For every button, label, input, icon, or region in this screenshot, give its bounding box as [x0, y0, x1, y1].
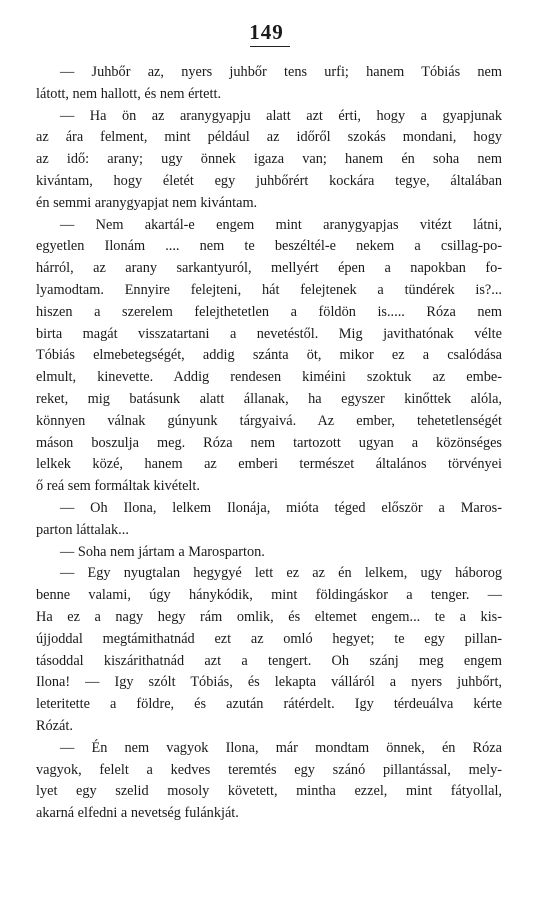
- text-line: kivántam, hogy életét egy juhbőrért kockára tegye, általában: [36, 172, 502, 189]
- text-line: lyet egy szelid mosoly követett, mintha ezzel, mint fátyollal,: [36, 783, 502, 800]
- text-line: látott, nem hallott, és nem értett.: [36, 85, 222, 102]
- text-line: máson boszulja meg. Róza nem tartozott ugyan a közönséges: [36, 434, 502, 451]
- text-line: lelkek közé, hanem az emberi természet általános törvényei: [36, 456, 502, 473]
- text-line: könnyen válnak gúnyunk tárgyaivá. Az ember, tehetetlenségét: [36, 412, 502, 429]
- text-line: egyetlen Ilonám .... nem te beszéltél-e nekem a csillag-po-: [36, 238, 502, 255]
- page-number: 149: [249, 20, 284, 44]
- text-line: leteritette a földre, és azután rátérdelt. Igy térdeuálva kérte: [36, 696, 502, 713]
- text-line: Ilona! — Igy szólt Tóbiás, és lekapta válláról a nyers juhbőrt,: [36, 674, 502, 691]
- text-line: az idő: arany; ugy önnek igaza van; hanem én soha nem: [36, 151, 502, 168]
- text-line: hiszen a szerelem felejthetetlen a földön is..... Róza nem: [36, 303, 502, 320]
- text-line: én semmi aranygyapjat nem kivántam.: [36, 194, 258, 211]
- text-line: Rózát.: [36, 717, 73, 734]
- text-line: hárról, az arany sarkantyuról, mellyért épen a napokban fo-: [36, 260, 502, 277]
- text-line: ő reá sem formáltak kivételt.: [36, 478, 200, 495]
- text-line: birta magát visszatartani a nevetéstől. Mig javithatónak vélte: [36, 325, 502, 342]
- text-line: — Soha nem jártam a Marosparton.: [60, 543, 265, 560]
- text-line: elmult, kinevette. Addig rendesen kiméini szoktuk az embe-: [36, 369, 502, 386]
- text-line: újjoddal megtámithatnád ezt az omló hegyet; te egy pillan-: [36, 630, 502, 647]
- text-line: — Juhbőr az, nyers juhbőr tens urfi; hanem Tóbiás nem: [60, 64, 502, 80]
- text-line: lyamodtam. Ennyire felejteni, hát felejtenek a tündérek is?...: [36, 281, 502, 298]
- text-line: Tóbiás elmebetegségét, addig szánta öt, mikor ez a csalódása: [36, 347, 502, 364]
- text-line: benne valami, úgy hánykódik, mint földingáskor a tenger. —: [36, 587, 502, 604]
- text-line: akarná elfedni a nevetség fulánkját.: [36, 805, 239, 822]
- text-line: parton láttalak...: [36, 521, 129, 538]
- page-number-rule: [250, 46, 290, 47]
- text-line: — Nem akartál-e engem mint aranygyapjas vitézt látni,: [60, 216, 502, 233]
- text-line: vagyok, felelt a kedves teremtés egy szánó pillantással, mely-: [36, 761, 502, 778]
- text-line: — Egy nyugtalan hegygyé lett ez az én lelkem, ugy háborog: [60, 565, 502, 582]
- text-line: — Én nem vagyok Ilona, már mondtam önnek, én Róza: [60, 739, 502, 756]
- text-line: — Ha ön az aranygyapju alatt azt érti, hogy a gyapjunak: [60, 107, 502, 124]
- text-line: tásoddal kiszárithatnád azt a tengert. Oh szánj meg engem: [36, 652, 502, 669]
- body-text: [36, 62, 502, 825]
- text-line: — Oh Ilona, lelkem Ilonája, mióta téged először a Maros-: [60, 499, 502, 516]
- text-line: az ára felment, mint például az időről szokás mondani, hogy: [36, 129, 502, 146]
- text-line: Ha ez a nagy hegy rám omlik, és eltemet engem... te a kis-: [36, 608, 502, 625]
- text-line: reket, mig batásunk alatt állanak, ha egyszer kinőttek alóla,: [36, 390, 502, 407]
